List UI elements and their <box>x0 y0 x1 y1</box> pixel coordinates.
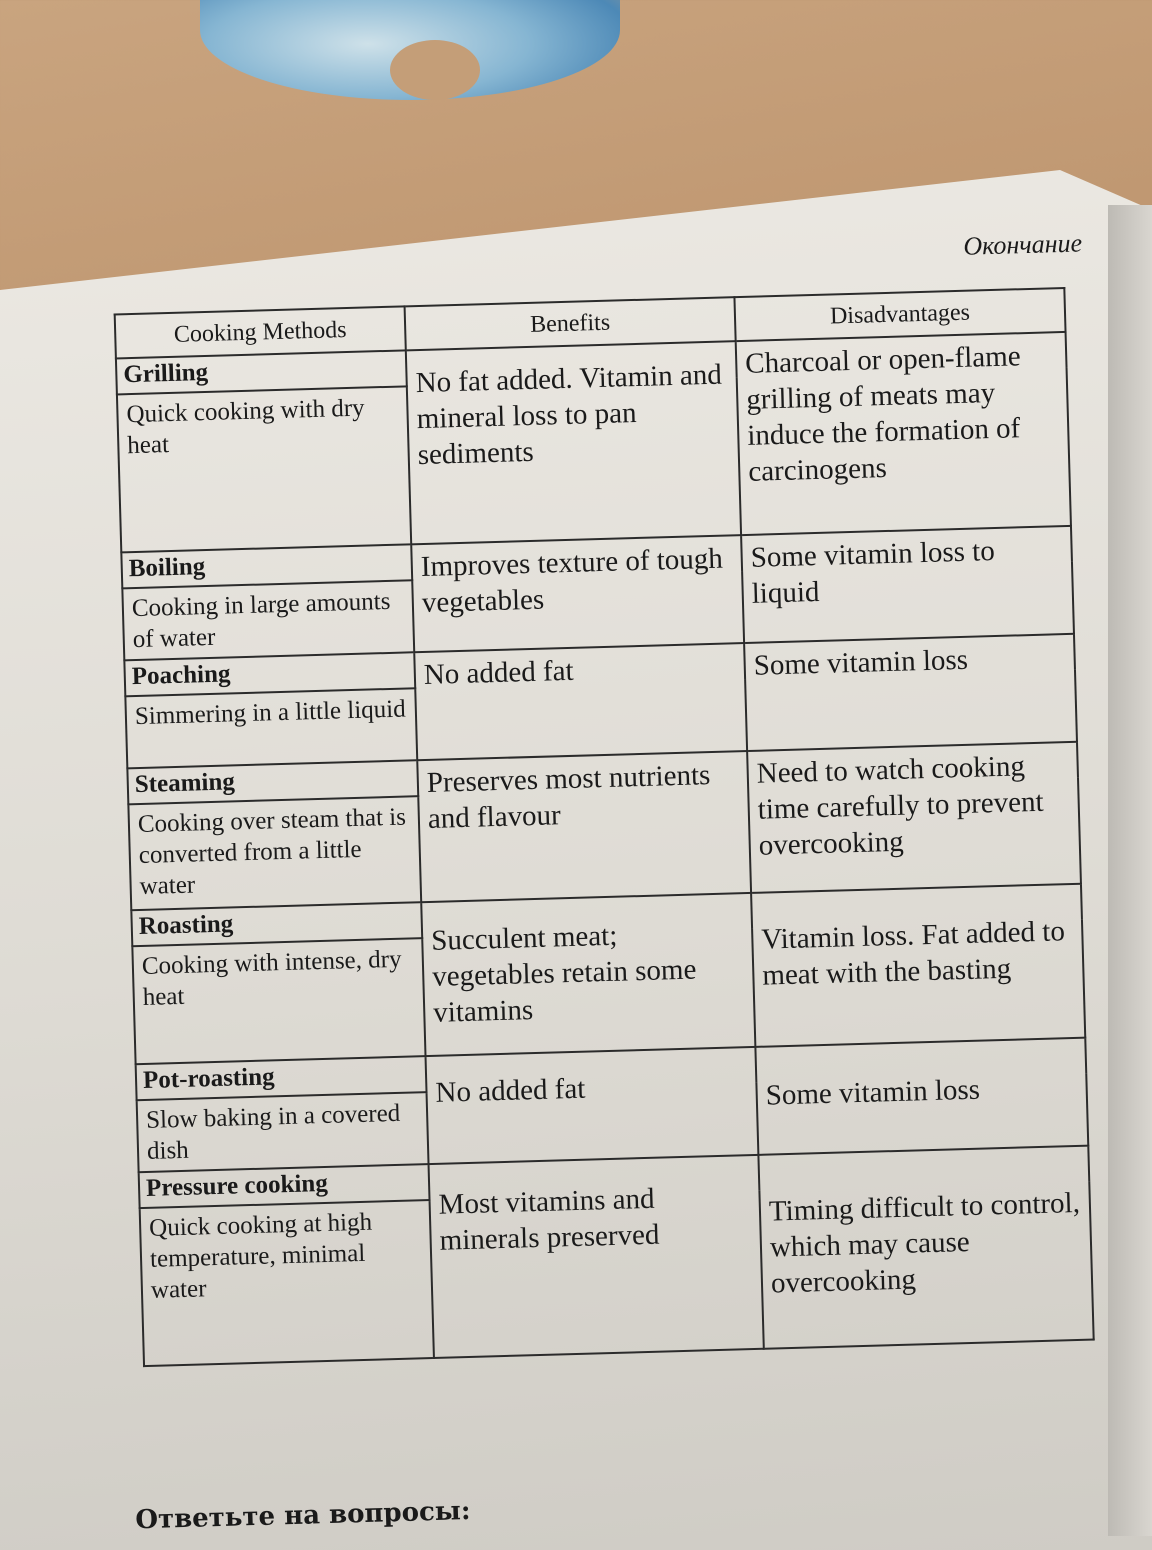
method-disadvantages: Some vitamin loss <box>755 1038 1088 1155</box>
questions-heading: Ответьте на вопросы: <box>134 1496 471 1536</box>
method-description: Cooking over steam that is converted from a little water <box>128 796 421 910</box>
method-benefits: No added fat <box>414 643 747 760</box>
method-disadvantages: Timing difficult to control, which may cause overcooking <box>758 1146 1093 1349</box>
method-benefits: Succulent meat; vegetables retain some vitamins <box>421 893 755 1056</box>
method-benefits: No fat added. Vitamin and mineral loss to pan sediments <box>406 341 741 544</box>
method-benefits: Preserves most nutrients and flavour <box>417 751 751 902</box>
method-description: Cooking with intense, dry heat <box>132 938 425 1064</box>
method-description: Cooking in large amounts of water <box>122 580 414 660</box>
method-disadvantages: Some vitamin loss <box>744 634 1077 751</box>
continued-label: Окончание <box>963 228 1083 261</box>
bottle-shadow <box>390 40 480 100</box>
header-benefits: Benefits <box>405 297 736 350</box>
method-description: Quick cooking with dry heat <box>117 386 411 552</box>
method-name: Boiling <box>121 544 412 588</box>
method-disadvantages: Need to watch cooking time carefully to prevent overcooking <box>747 742 1081 893</box>
method-name: Pressure cooking <box>139 1164 430 1208</box>
method-benefits: Improves texture of tough vegetables <box>411 535 744 652</box>
method-benefits: Most vitamins and minerals preserved <box>429 1155 764 1358</box>
cooking-methods-table <box>114 287 1095 1367</box>
method-description: Simmering in a little liquid <box>125 688 417 768</box>
method-disadvantages: Charcoal or open-flame grilling of meats may induce the formation of carcinogens <box>736 332 1071 535</box>
method-disadvantages: Some vitamin loss to liquid <box>741 526 1074 643</box>
header-cooking-methods: Cooking Methods <box>115 306 406 358</box>
method-name: Steaming <box>127 760 418 804</box>
method-name: Roasting <box>131 902 422 946</box>
printed-sheet <box>60 226 1126 1544</box>
method-benefits: No added fat <box>426 1047 759 1164</box>
header-disadvantages: Disadvantages <box>734 288 1065 341</box>
method-description: Slow baking in a covered dish <box>137 1092 429 1172</box>
method-description: Quick cooking at high temperature, minimal water <box>140 1200 434 1366</box>
method-name: Poaching <box>124 652 415 696</box>
method-name: Grilling <box>116 350 407 394</box>
method-name: Pot-roasting <box>136 1056 427 1100</box>
method-disadvantages: Vitamin loss. Fat added to meat with the basting <box>751 884 1085 1047</box>
